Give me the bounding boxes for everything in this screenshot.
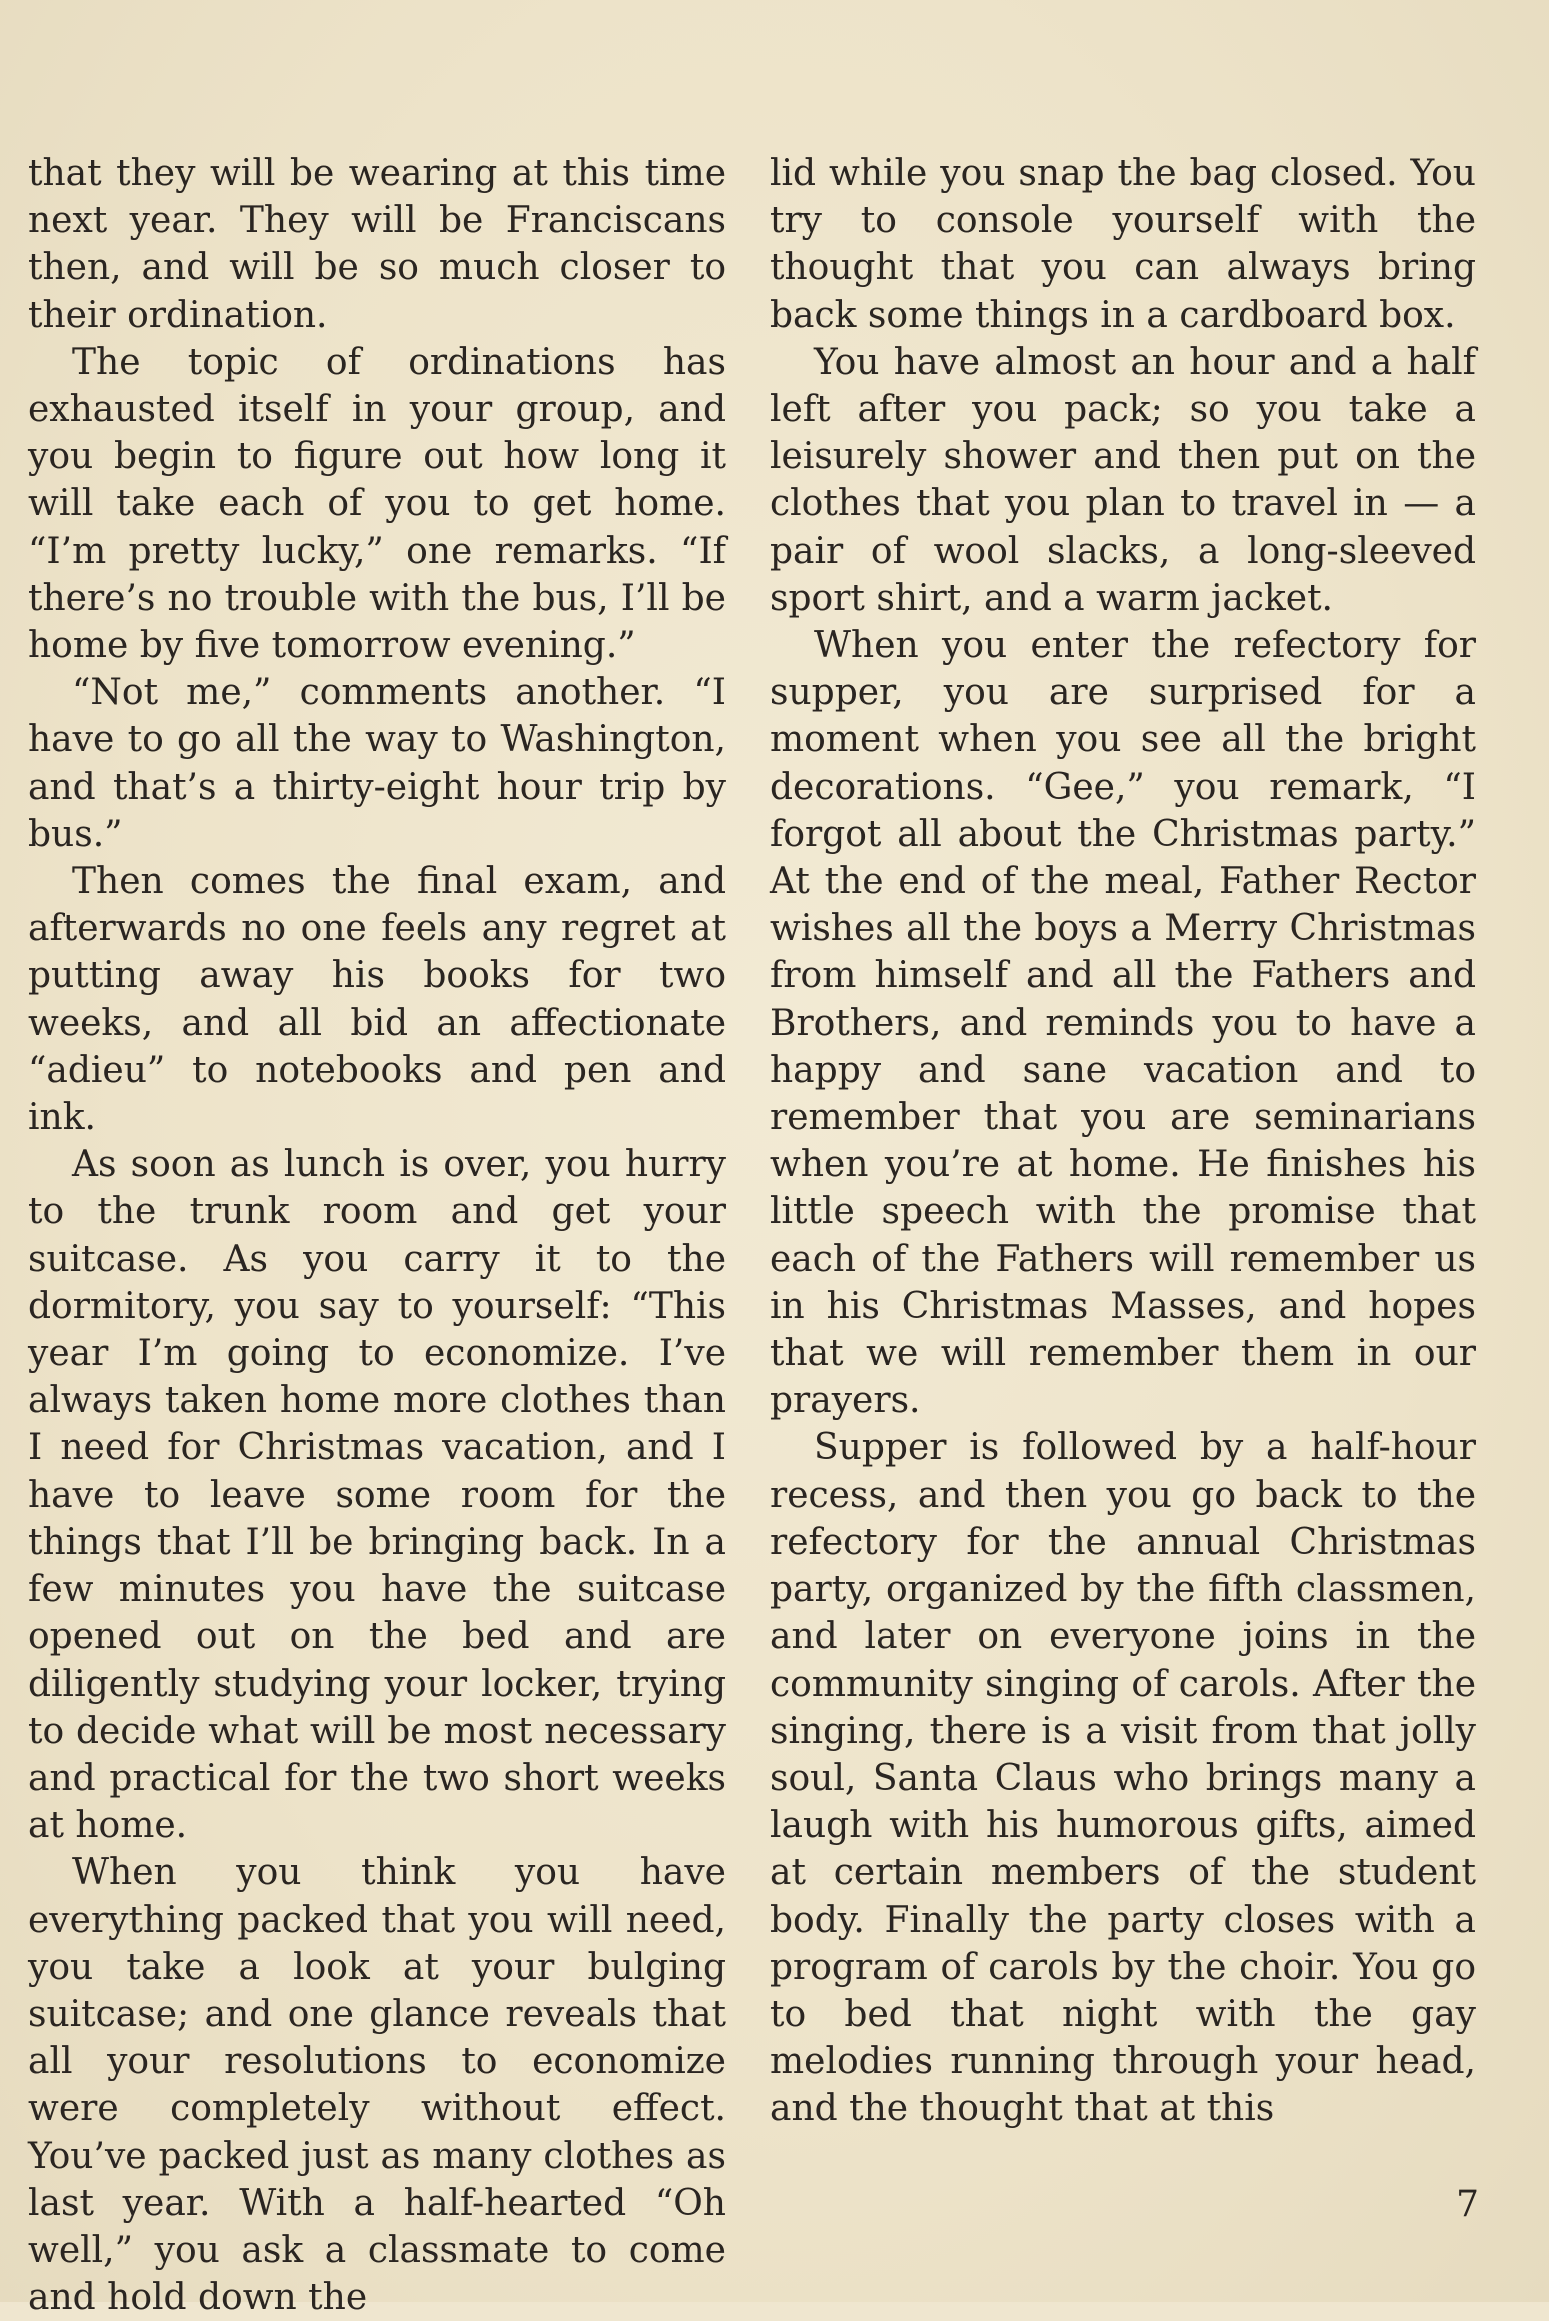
left-column [28, 150, 726, 2321]
page-number: 7 [1456, 2184, 1479, 2225]
paragraph: You have almost an hour and a half left after you pack; so you take a leisurely shower and then put on the clothes that you plan to travel in — a pair of wool slacks, a long-sleeved sport shirt, and a warm jacket. [770, 341, 1476, 619]
paragraph: lid while you snap the bag closed. You try to console yourself with the thought that you can always bring back some things in a cardboard box. [770, 153, 1476, 336]
paragraph: Then comes the final exam, and afterwards no one feels any regret at putting away his books for two weeks, and all bid an affectionate “adieu” to notebooks and pen and ink. [28, 861, 726, 1139]
paragraph: “Not me,” comments another. “I have to go all the way to Washington, and that’s a thirty-eight hour trip by bus.” [28, 672, 726, 855]
paragraph: When you enter the refectory for supper, you are surprised for a moment when you see all the bright decorations. “Gee,” you remark, “I forgot all about the Christmas party.” At the end of the meal, Father Rector wishes all the boys a Merry Christmas from himself and all the Fathers and Brothers, and reminds you to have a happy and sane vacation and to remember that you are seminarians when you’re at home. He finishes his little speech with the promise that each of the Fathers will remember us in his Christmas Masses, and hopes that we will remember them in our prayers. [770, 625, 1476, 1422]
paragraph: Supper is followed by a half-hour recess, and then you go back to the refectory for the annual Christmas party, organized by the fifth classmen, and later on everyone joins in the community singing of carols. After the singing, there is a visit from that jolly soul, Santa Claus who brings many a laugh with his humorous gifts, aimed at certain members of the student body. Finally the party closes with a program of carols by the choir. You go to bed that night with the gay melodies running through your head, and the thought that at this [770, 1427, 1476, 2130]
right-column [770, 150, 1476, 2133]
paragraph: As soon as lunch is over, you hurry to the trunk room and get your suitcase. As you carry it to the dormitory, you say to yourself: “This year I’m going to economize. I’ve always taken home more clothes than I need for Christmas vacation, and I have to leave some room for the things that I’ll be bringing back. In a few minutes you have the suitcase opened out on the bed and are diligently studying your locker, trying to decide what will be most necessary and practical for the two short weeks at home. [28, 1144, 726, 1847]
paragraph: The topic of ordinations has exhausted itself in your group, and you begin to figure out how long it will take each of you to get home. “I’m pretty lucky,” one remarks. “If there’s no trouble with the bus, I’ll be home by five tomorrow evening.” [28, 341, 726, 667]
paragraph: that they will be wearing at this time next year. They will be Franciscans then, and will be so much closer to their ordination. [28, 153, 726, 336]
paragraph: When you think you have everything packed that you will need, you take a look at your bulging suitcase; and one glance reveals that all your resolutions to economize were completely without effect. You’ve packed just as many clothes as last year. With a half-hearted “Oh well,” you ask a classmate to come and hold down the [28, 1852, 726, 2319]
